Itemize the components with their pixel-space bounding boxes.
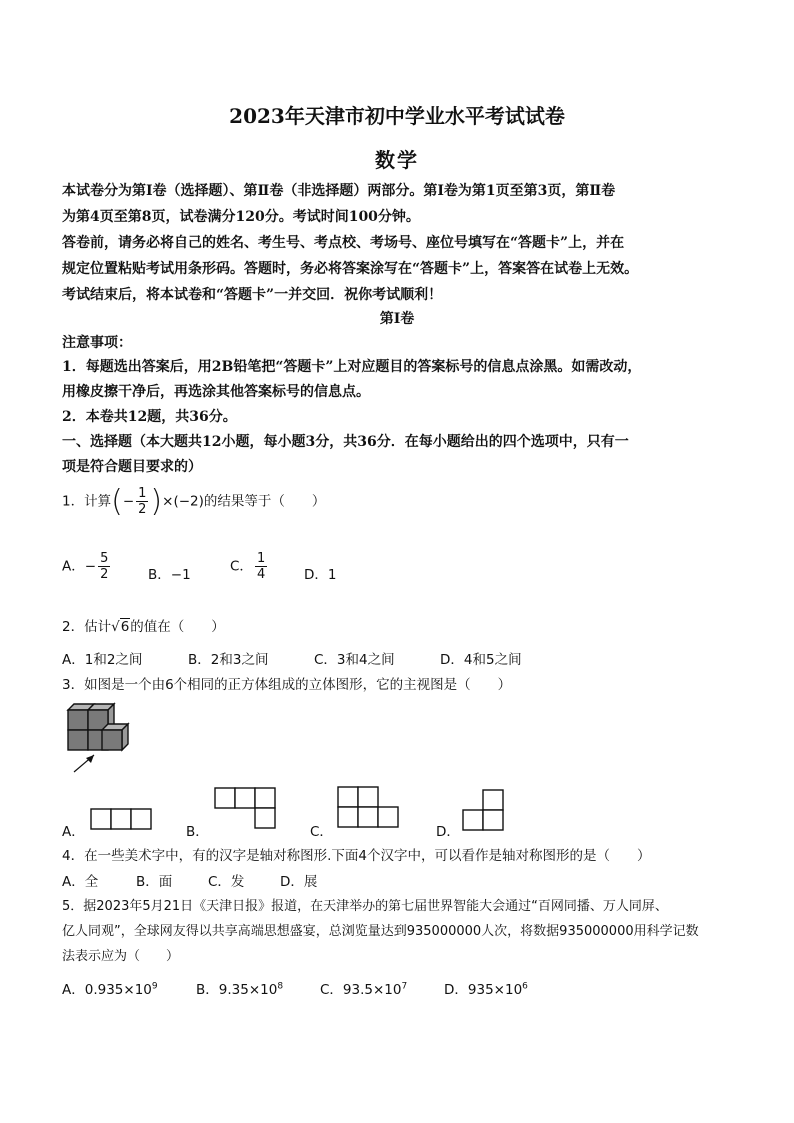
q2-option-d: D．4和5之间 (440, 652, 522, 668)
subject-title: 数学 (375, 148, 419, 172)
intro-line-5: 考试结束后，将本试卷和“答题卡”一并交回．祝你考试顺利！ (62, 287, 443, 303)
question-5-line-3: 法表示应为（ ） (62, 949, 180, 964)
q4-option-a: A．全 (62, 874, 99, 890)
q3-option-b-figure (214, 787, 276, 829)
question-2: 2．估计√6的值在（ ） (62, 619, 225, 635)
q2-option-b: B．2和3之间 (188, 652, 269, 668)
q5-option-d: D．$935\times 10^6$ (444, 981, 528, 998)
q3-option-b: B． (186, 824, 209, 840)
notes-line-1: 1．每题选出答案后，用2B铅笔把“答题卡”上对应题目的答案标号的信息点涂黑。如需改动， (62, 359, 642, 375)
cube-stack-figure (64, 700, 144, 780)
q1-option-c: C． $\frac{1}{4}$ (230, 551, 266, 582)
q5-option-b: B．$9.35\times 10^8$ (196, 981, 284, 998)
section-label: 第Ⅰ卷 (379, 311, 415, 327)
question-3: 3．如图是一个由6个相同的正方体组成的立体图形，它的主视图是（ ） (62, 677, 512, 693)
intro-line-4: 规定位置粘贴考试用条形码。答题时，务必将答案涂写在“答题卡”上，答案答在试卷上无效。 (62, 261, 639, 277)
q3-option-c-figure (337, 786, 399, 828)
q3-option-a-figure (90, 808, 152, 830)
q3-option-d-figure (462, 789, 504, 831)
exam-title: 2023年天津市初中学业水平考试试卷 (229, 104, 565, 128)
q1-option-a: A．− $\frac{5}{2}$ (62, 551, 109, 582)
notes-heading: 注意事项： (62, 335, 132, 351)
q4-option-b: B．面 (136, 874, 173, 890)
q4-option-c: C．发 (208, 874, 245, 890)
intro-line-1: 本试卷分为第Ⅰ卷（选择题）、第Ⅱ卷（非选择题）两部分。第Ⅰ卷为第1页至第3页，第Ⅱ卷 (62, 183, 616, 199)
question-5-line-1: 5．据2023年5月21日《天津日报》报道，在天津举办的第七届世界智能大会通过“百网同播、万人同屏、 (62, 899, 668, 914)
part-one-line-1: 一、选择题（本大题共12小题，每小题3分，共36分．在每小题给出的四个选项中，只有一 (62, 434, 629, 450)
arrow-head-icon (86, 755, 94, 763)
part-one-line-2: 项是符合题目要求的） (62, 459, 202, 475)
q1-option-d: D．1 (304, 567, 337, 583)
question-5-line-2: 亿人同观”，全球网友得以共享高端思想盛宴，总浏览量达到935000000人次，将数据935000000用科学记数 (62, 924, 699, 939)
question-4: 4．在一些美术字中，有的汉字是轴对称图形.下面4个汉字中，可以看作是轴对称图形的是（ ） (62, 848, 651, 864)
q3-option-d: D． (436, 824, 460, 840)
intro-line-3: 答卷前，请务必将自己的姓名、考生号、考点校、考场号、座位号填写在“答题卡”上，并在 (62, 235, 625, 251)
q3-option-a: A． (62, 824, 85, 840)
q2-option-a: A．1和2之间 (62, 652, 143, 668)
q1-option-b: B．−1 (148, 567, 191, 583)
q3-option-c: C． (310, 824, 333, 840)
question-1: 1．计算(− $\frac{1}{2}$ )×(−2)的结果等于（ ） (62, 484, 326, 519)
q2-option-c: C．3和4之间 (314, 652, 395, 668)
intro-line-2: 为第4页至第8页，试卷满分120分。考试时间100分钟。 (62, 209, 420, 225)
notes-line-3: 2．本卷共12题，共36分。 (62, 409, 237, 425)
q5-option-c: C．$93.5\times 10^7$ (320, 981, 408, 998)
q1-fraction: $\frac{1}{2}$ (138, 486, 147, 517)
notes-line-2: 用橡皮擦干净后，再选涂其他答案标号的信息点。 (62, 384, 370, 400)
q5-option-a: A．$0.935\times 10^9$ (62, 981, 158, 998)
q4-option-d: D．展 (280, 874, 318, 890)
